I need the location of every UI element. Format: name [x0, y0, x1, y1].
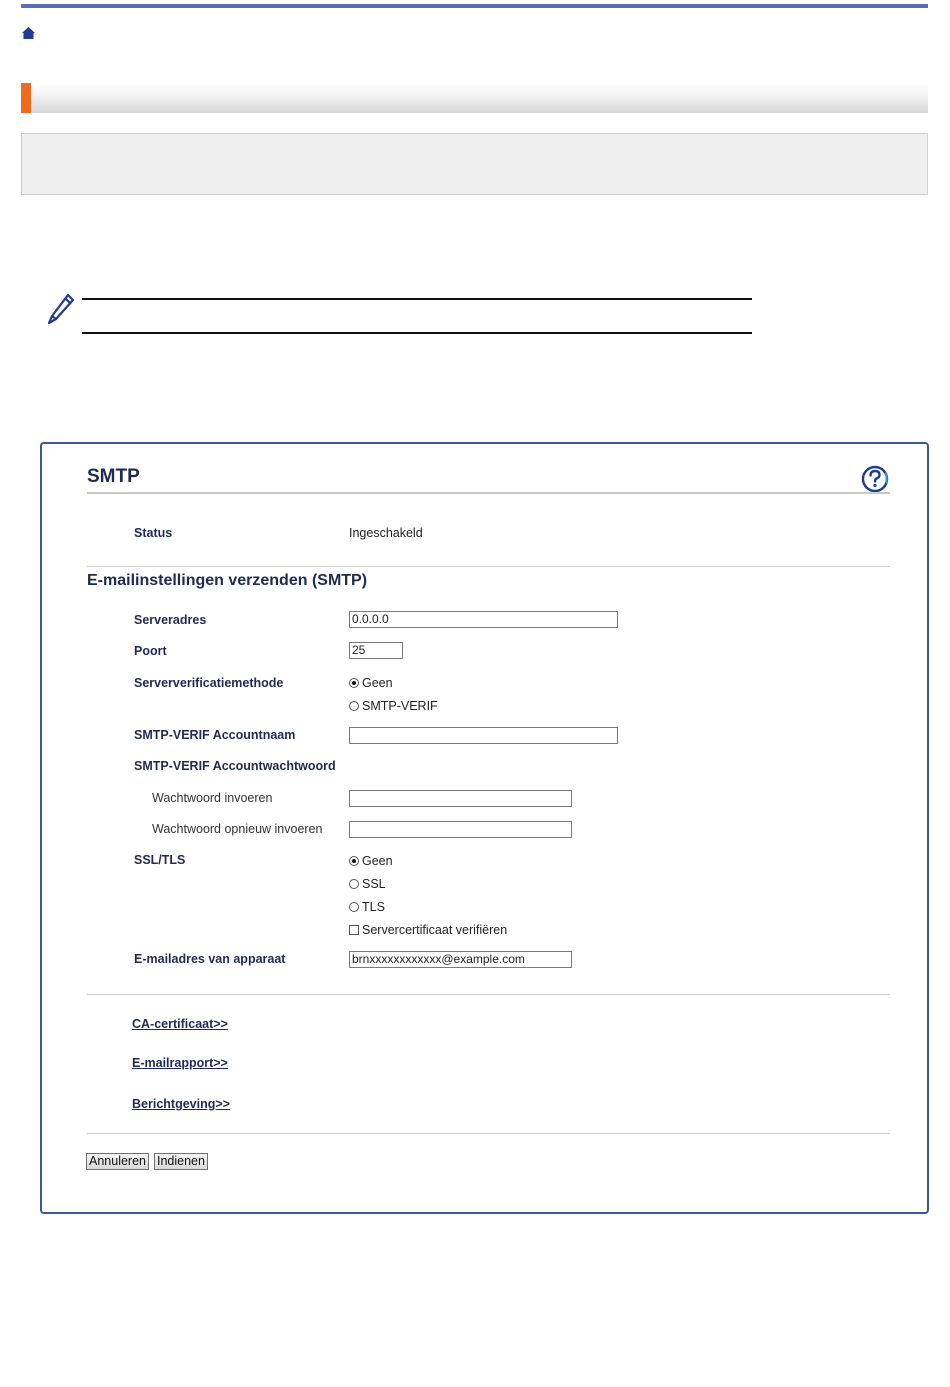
verify-cert-option[interactable]	[349, 923, 507, 937]
notification-link[interactable]: Berichtgeving>>	[132, 1097, 230, 1111]
ssl-option-geen[interactable]	[349, 854, 393, 868]
port-label: Poort	[134, 644, 167, 658]
reenter-password-label: Wachtwoord opnieuw invoeren	[152, 822, 323, 836]
verify-cert-checkbox[interactable]	[349, 925, 359, 935]
email-report-link[interactable]: E-mailrapport>>	[132, 1056, 228, 1070]
radio-unselected[interactable]	[349, 902, 359, 912]
enter-password-label: Wachtwoord invoeren	[152, 791, 273, 805]
radio-unselected[interactable]	[349, 701, 359, 711]
account-name-label: SMTP-VERIF Accountnaam	[134, 728, 296, 742]
links-divider-bottom	[87, 1133, 890, 1134]
auth-option-smtp-verif[interactable]	[349, 699, 438, 713]
ca-certificate-link[interactable]: CA-certificaat>>	[132, 1017, 228, 1031]
status-divider	[87, 566, 890, 567]
verify-cert-label: Servercertificaat verifiëren	[362, 923, 508, 937]
summary-box	[21, 133, 928, 195]
links-divider-top	[87, 994, 890, 995]
server-address-label: Serveradres	[134, 613, 207, 627]
auth-option-label: Geen	[362, 676, 393, 690]
title-accent	[21, 83, 31, 113]
radio-unselected[interactable]	[349, 879, 359, 889]
reenter-password-input[interactable]	[349, 821, 572, 838]
device-email-label: E-mailadres van apparaat	[134, 952, 286, 966]
ssl-option-ssl[interactable]	[349, 877, 386, 891]
cancel-button[interactable]: Annuleren	[86, 1153, 149, 1170]
page-title-bar	[21, 83, 928, 113]
home-icon[interactable]	[21, 26, 36, 40]
title-divider	[87, 492, 890, 494]
top-accent-bar	[21, 4, 928, 8]
panel-title: SMTP	[87, 466, 140, 487]
pencil-note-icon	[46, 292, 76, 326]
submit-button[interactable]: Indienen	[154, 1153, 208, 1170]
auth-option-label: SMTP-VERIF	[362, 699, 438, 713]
auth-method-label: Serververificatiemethode	[134, 676, 284, 690]
auth-option-geen[interactable]	[349, 676, 393, 690]
ssl-option-label: TLS	[362, 900, 385, 914]
note-rule-top	[82, 298, 752, 300]
enter-password-input[interactable]	[349, 790, 572, 807]
ssl-label: SSL/TLS	[134, 853, 186, 867]
device-email-input[interactable]	[349, 951, 572, 968]
ssl-option-label: SSL	[362, 877, 386, 891]
radio-selected[interactable]	[349, 678, 359, 688]
status-label: Status	[134, 526, 173, 540]
status-value: Ingeschakeld	[349, 526, 423, 540]
account-name-input[interactable]	[349, 727, 618, 744]
ssl-option-tls[interactable]	[349, 900, 385, 914]
ssl-option-label: Geen	[362, 854, 393, 868]
section-heading: E-mailinstellingen verzenden (SMTP)	[87, 572, 368, 589]
port-input[interactable]	[349, 642, 403, 659]
note-rule-bottom	[82, 332, 752, 334]
help-question-icon[interactable]	[860, 464, 890, 494]
radio-selected[interactable]	[349, 856, 359, 866]
server-address-input[interactable]	[349, 611, 618, 628]
account-password-label: SMTP-VERIF Accountwachtwoord	[134, 759, 336, 773]
smtp-settings-panel	[40, 442, 929, 1214]
